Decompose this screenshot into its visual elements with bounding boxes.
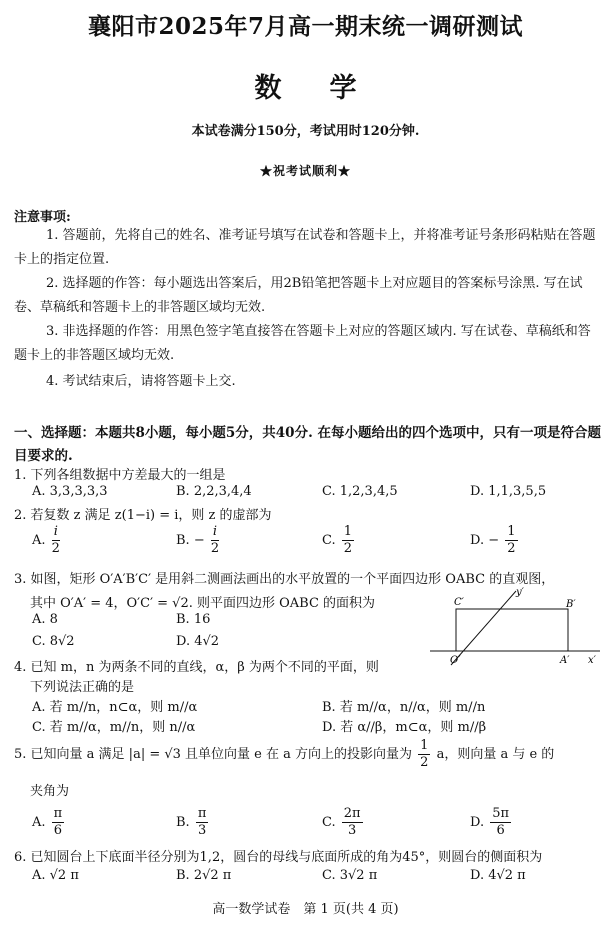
q2-b-den: 2 [210, 541, 220, 556]
q3-stem-line1: 3. 如图，矩形 O′A′B′C′ 是用斜二测画法画出的水平放置的一个平面四边形 OABC 的直观图， [14, 572, 555, 587]
subject-title: 数学 [254, 73, 405, 104]
q5-stem-a: 5. 已知向量 a 满足 |a| = √3 且单位向量 e 在 a 方向上的投影向量为 [14, 747, 413, 762]
q2-option-c [322, 524, 356, 557]
q3-option-b: B. 16 [176, 612, 211, 627]
q2-d-num: 1 [507, 524, 516, 539]
q3-option-d: D. 4√2 [176, 634, 220, 649]
q2-c-num: 1 [343, 524, 353, 539]
label-o: O′ [450, 655, 461, 666]
q6-option-c: C. 3√2 π [322, 868, 378, 883]
notice-item-3: 3. 非选择题的作答：用黑色签字笔直接答在答题卡上对应的答题区域内. 写在试卷、草稿纸和答题卡上的非答题区域均无效. [14, 324, 591, 363]
good-luck-banner: ★祝考试顺利★ [259, 164, 351, 178]
q5-stem-frac-den: 2 [420, 755, 429, 770]
q3-stem-line2: 其中 O′A′ = 4，O′C′ = √2. 则平面四边形 OABC 的面积为 [30, 596, 376, 611]
q5-c-fraction [342, 806, 363, 839]
q1-option-c: C. 1,2,3,4,5 [322, 484, 398, 499]
q5-stem-fraction [418, 738, 430, 771]
q2-b-num: i [211, 524, 219, 541]
q2-option-a [32, 524, 62, 557]
q2-c-label: C. [322, 533, 336, 548]
label-x: x′ [588, 655, 596, 666]
q5-stem-line1 [14, 738, 554, 771]
label-c: C′ [454, 597, 464, 608]
page-footer: 高一数学试卷 第 1 页(共 4 页) [212, 902, 399, 917]
q5-option-a [32, 806, 66, 839]
q5-b-label: B. [176, 815, 190, 830]
q2-c-den: 2 [343, 541, 353, 556]
q4-stem-line2: 下列说法正确的是 [30, 680, 135, 695]
q2-option-b [176, 524, 221, 557]
q2-c-fraction [342, 524, 354, 557]
q6-option-d: D. 4√2 π [470, 868, 526, 883]
notice-item-4: 4. 考试结束后，请将答题卡上交. [46, 374, 236, 389]
section-heading: 一、选择题：本题共8小题，每小题5分，共40分. 在每小题给出的四个选项中，只有一项是符合题目要求的. [14, 425, 601, 464]
q6-stem: 6. 已知圆台上下底面半径分别为1,2，圆台的母线与底面所成的角为45°，则圆台的侧面积为 [14, 850, 543, 865]
q5-c-den: 3 [348, 823, 357, 838]
q2-a-label: A. [32, 533, 46, 548]
q2-option-d [470, 524, 520, 557]
q6-option-a: A. √2 π [32, 868, 79, 883]
q3-figure [428, 585, 604, 671]
q5-a-num: π [53, 806, 63, 821]
q5-stem-frac-num: 1 [420, 738, 429, 753]
q1-option-a: A. 3,3,3,3,3 [32, 484, 108, 499]
q1-option-b: B. 2,2,3,4,4 [176, 484, 252, 499]
label-a: A′ [560, 655, 570, 666]
q2-d-fraction [505, 524, 517, 557]
q2-d-label: D. − [470, 533, 500, 548]
q4-stem-line1: 4. 已知 m，n 为两条不同的直线，α，β 为两个不同的平面，则 [14, 660, 379, 675]
q3-option-c: C. 8√2 [32, 634, 75, 649]
q2-a-fraction [52, 524, 60, 557]
q5-b-num: π [197, 806, 207, 821]
exam-title: 襄阳市2025年7月高一期末统一调研测试 [87, 13, 524, 40]
q5-d-fraction [490, 806, 511, 839]
q2-b-fraction [211, 524, 219, 557]
q5-a-label: A. [32, 815, 46, 830]
q4-option-b: B. 若 m//α，n//α，则 m//n [322, 700, 486, 715]
q5-option-b [176, 806, 210, 839]
q4-option-a: A. 若 m//n，n⊂α，则 m//α [32, 700, 198, 715]
label-b: B′ [566, 599, 576, 610]
q5-b-fraction [196, 806, 209, 839]
q3-option-a: A. 8 [32, 612, 58, 627]
q2-a-num: i [52, 524, 60, 541]
q2-d-den: 2 [507, 541, 516, 556]
q5-stem-b: a，则向量 a 与 e 的 [436, 747, 555, 762]
q5-stem-line2: 夹角为 [30, 784, 70, 799]
q5-a-den: 6 [53, 823, 63, 838]
q5-c-label: C. [322, 815, 336, 830]
q2-b-label: B. − [176, 533, 205, 548]
q5-d-label: D. [470, 815, 485, 830]
q6-option-b: B. 2√2 π [176, 868, 232, 883]
q2-stem: 2. 若复数 z 满足 z(1−i) = i，则 z 的虚部为 [14, 508, 272, 523]
q5-c-num: 2π [343, 806, 361, 821]
q1-option-d: D. 1,1,3,5,5 [470, 484, 547, 499]
q5-option-d [470, 806, 513, 839]
q5-d-den: 6 [496, 823, 505, 838]
notice-item-2: 2. 选择题的作答：每小题选出答案后，用2B铅笔把答题卡上对应题目的答案标号涂黑. 写在试卷、草稿纸和答题卡上的非答题区域均无效. [14, 276, 583, 315]
q2-a-den: 2 [51, 541, 60, 556]
q4-option-d: D. 若 α//β，m⊂α，则 m//β [322, 720, 487, 735]
notice-item-1: 1. 答题前，先将自己的姓名、准考证号填写在试卷和答题卡上，并将准考证号条形码粘贴在答题卡上的指定位置. [14, 228, 596, 267]
q5-b-den: 3 [197, 823, 207, 838]
q5-option-c [322, 806, 365, 839]
q1-stem: 1. 下列各组数据中方差最大的一组是 [14, 468, 226, 483]
q5-a-fraction [52, 806, 65, 839]
q4-option-c: C. 若 m//α，m//n，则 n//α [32, 720, 196, 735]
label-y: y′ [516, 587, 524, 598]
q5-d-num: 5π [492, 806, 510, 821]
notice-title: 注意事项: [14, 210, 71, 225]
rectangle-oabc [456, 609, 568, 651]
exam-info: 本试卷满分150分，考试用时120分钟. [191, 124, 420, 139]
